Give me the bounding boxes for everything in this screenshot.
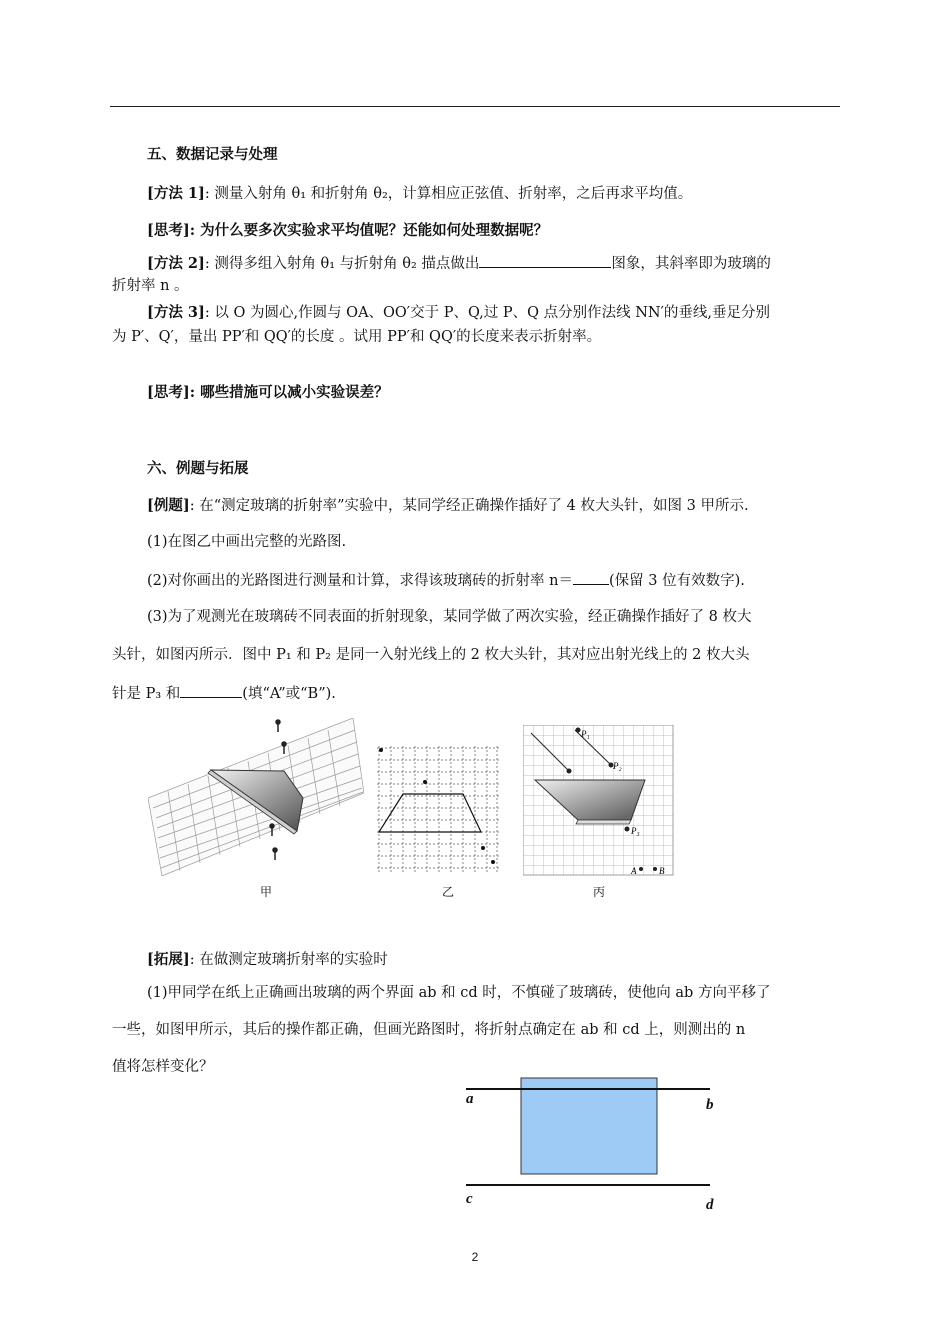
label-p1: P₁ — [581, 729, 590, 739]
think1-tag: [思考] — [147, 222, 190, 239]
method2-text-b: 图象，其斜率即为玻璃的 — [611, 256, 771, 272]
method3-text-a: : 以 O 为圆心,作圆与 OA、OO′交于 P、Q,过 P、Q 点分别作法线 NN′的垂线,垂足分别 — [204, 305, 770, 321]
caption-bing: 丙 — [592, 885, 605, 899]
think2-text: : 哪些措施可以减小实验误差？ — [189, 384, 389, 401]
dashed-grid — [377, 746, 499, 872]
method2-line2: 折射率 n 。 — [112, 278, 189, 294]
method2-text-a: : 测得多组入射角 θ₁ 与折射角 θ₂ 描点做出 — [204, 256, 480, 272]
method1-tag: [方法 1] — [147, 185, 205, 202]
method3-line1 — [147, 303, 770, 323]
label-b: B — [659, 866, 665, 876]
label-a: A — [631, 866, 637, 876]
question3-blank[interactable] — [180, 683, 242, 698]
think2-paragraph — [147, 383, 389, 403]
think1-paragraph — [147, 221, 548, 241]
page-number: 2 — [471, 1250, 479, 1264]
question3-line1: (3)为了观测光在玻璃砖不同表面的折射现象，某同学做了两次实验，经正确操作插好了 8 枚大 — [147, 609, 752, 625]
label-c: c — [466, 1191, 473, 1207]
extension-tag: [拓展] — [147, 951, 190, 968]
method2-line1 — [147, 253, 771, 274]
question2-text-b: (保留 3 位有效数字). — [609, 573, 745, 589]
question3-text-b: (填“A”或“B”). — [242, 686, 336, 702]
caption-jia: 甲 — [259, 885, 272, 899]
label-p2: P₂ — [613, 761, 622, 771]
label-b: b — [706, 1097, 714, 1113]
figure-yi — [377, 746, 499, 872]
section6-title: 六、例题与拓展 — [147, 460, 249, 477]
example-text: : 在“测定玻璃的折射率”实验中，某同学经正确操作插好了 4 枚大头针，如图 3 甲所示. — [189, 498, 749, 514]
extension-figure — [466, 1076, 714, 1188]
method2-blank[interactable] — [479, 253, 611, 268]
method3-line2: 为 P′、Q′，量出 PP′和 QQ′的长度 。试用 PP′和 QQ′的长度来表示折射率。 — [112, 329, 602, 345]
label-p3: P₃ — [631, 826, 640, 836]
trapezoid-outline — [379, 794, 481, 832]
example-tag: [例题] — [147, 497, 190, 514]
method3-tag: [方法 3] — [147, 304, 205, 321]
method2-tag: [方法 2] — [147, 255, 205, 272]
figure-bing — [523, 725, 675, 877]
method1-paragraph — [147, 184, 692, 204]
extension-text: : 在做测定玻璃折射率的实验时 — [189, 952, 388, 968]
question3-line2: 头针，如图丙所示．图中 P₁ 和 P₂ 是同一入射光线上的 2 枚大头针，其对应出射光线上的 2 枚大头 — [112, 647, 750, 663]
question2 — [147, 570, 745, 591]
question2-text-a: (2)对你画出的光路图进行测量和计算，求得该玻璃砖的折射率 n＝ — [147, 573, 573, 589]
question3-line3 — [112, 683, 336, 704]
glass-block — [521, 1078, 657, 1174]
header-rule — [110, 106, 840, 107]
caption-yi: 乙 — [441, 885, 454, 899]
extension-paragraph — [147, 950, 388, 970]
label-d: d — [706, 1197, 714, 1213]
section5-title: 五、数据记录与处理 — [147, 146, 278, 163]
extension-line2: 一些，如图甲所示，其后的操作都正确，但画光路图时，将折射点确定在 ab 和 cd 上，则测出的 n — [112, 1022, 746, 1038]
extension-line1: (1)甲同学在纸上正确画出玻璃的两个界面 ab 和 cd 时，不慎碰了玻璃砖，使他向 ab 方向平移了 — [147, 985, 771, 1001]
think2-tag: [思考] — [147, 384, 190, 401]
extension-line3: 值将怎样变化？ — [112, 1059, 214, 1075]
think1-text: : 为什么要多次实验求平均值呢？还能如何处理数据呢？ — [189, 222, 549, 239]
label-a: a — [466, 1091, 474, 1107]
question1: (1)在图乙中画出完整的光路图. — [147, 534, 347, 550]
example-paragraph — [147, 496, 749, 516]
method1-text: : 测量入射角 θ₁ 和折射角 θ₂，计算相应正弦值、折射率，之后再求平均值。 — [204, 186, 693, 202]
pin-dots — [379, 748, 495, 864]
figure-jia — [148, 718, 364, 876]
question3-text-a: 针是 P₃ 和 — [112, 686, 181, 702]
question2-blank[interactable] — [573, 570, 609, 585]
